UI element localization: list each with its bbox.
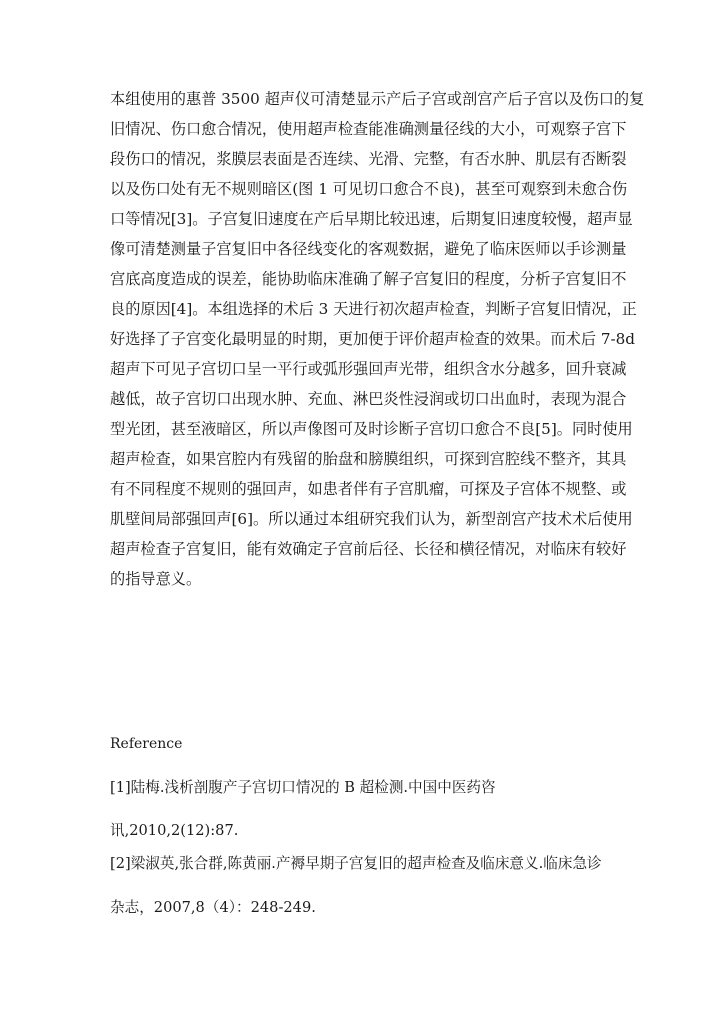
body-line: 有不同程度不规则的强回声，如患者伴有子宫肌瘤，可探及子宫体不规整、或 — [110, 480, 627, 498]
references-heading: Reference — [110, 736, 183, 752]
body-line: 超声下可见子宫切口呈一平行或弧形强回声光带，组织含水分越多，回升衰减 — [110, 360, 627, 378]
body-line: 肌壁间局部强回声[6]。所以通过本组研究我们认为，新型剖宫产技术术后使用 — [110, 510, 633, 528]
body-line: 良的原因[4]。本组选择的术后 3 天进行初次超声检查，判断子宫复旧情况，正 — [110, 300, 637, 318]
body-line: 越低，故子宫切口出现水肿、充血、淋巴炎性浸润或切口出血时，表现为混合 — [110, 390, 627, 408]
body-line: 本组使用的惠普 3500 超声仪可清楚显示产后子宫或剖宫产后子宫以及伤口的复 — [110, 90, 645, 108]
reference-item: [1]陆梅.浅析剖腹产子宫切口情况的 B 超检测.中国中医药咨 — [110, 779, 496, 796]
body-line: 的指导意义。 — [110, 570, 202, 588]
body-line: 像可清楚测量子宫复旧中各径线变化的客观数据，避免了临床医师以手诊测量 — [110, 240, 627, 258]
body-line: 好选择了子宫变化最明显的时期，更加便于评价超声检查的效果。而术后 7-8d — [110, 330, 636, 348]
body-line: 超声检查，如果宫腔内有残留的胎盘和膀膜组织，可探到宫腔线不整齐，其具 — [110, 450, 627, 468]
body-line: 旧情况、伤口愈合情况，使用超声检查能准确测量径线的大小，可观察子宫下 — [110, 120, 627, 138]
reference-item: 讯,2010,2(12):87. — [110, 822, 239, 839]
body-line: 段伤口的情况，浆膜层表面是否连续、光滑、完整，有否水肿、肌层有否断裂 — [110, 150, 627, 168]
body-line: 宫底高度造成的误差，能协助临床准确了解子宫复旧的程度，分析子宫复旧不 — [110, 270, 627, 288]
reference-item: [2]梁淑英,张合群,陈黄丽.产褥早期子宫复旧的超声检查及临床意义.临床急诊 — [110, 855, 602, 872]
body-line: 以及伤口处有无不规则暗区(图 1 可见切口愈合不良)，甚至可观察到未愈合伤 — [110, 180, 628, 198]
body-paragraph — [110, 84, 645, 594]
body-line: 型光团，甚至液暗区，所以声像图可及时诊断子宫切口愈合不良[5]。同时使用 — [110, 420, 633, 438]
body-line: 超声检查子宫复旧，能有效确定子宫前后径、长径和横径情况，对临床有较好 — [110, 540, 627, 558]
reference-item: 杂志，2007,8（4）：248-249. — [110, 899, 316, 916]
body-line: 口等情况[3]。子宫复旧速度在产后早期比较迅速，后期复旧速度较慢，超声显 — [110, 210, 633, 228]
